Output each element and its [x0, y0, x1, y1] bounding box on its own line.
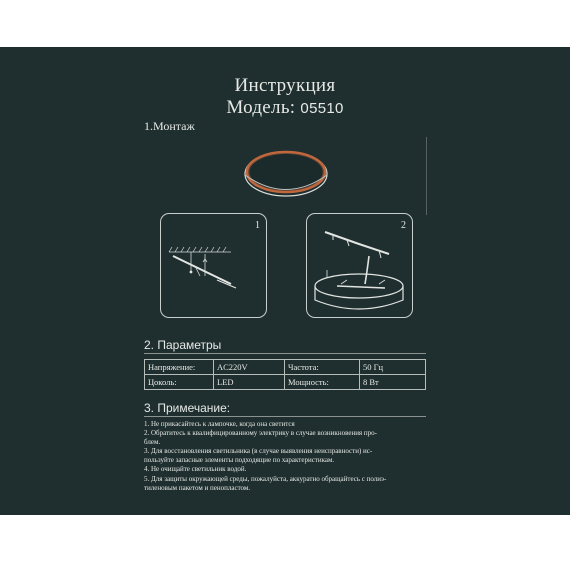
note-line: 2. Обратитесь к квалифицированному электрику в случае возникновения про-: [144, 429, 377, 438]
step-2-diagram: [307, 214, 412, 317]
lamp-face: [249, 154, 323, 191]
step-1-number: 1: [255, 220, 260, 231]
params-cell: 8 Вт: [360, 375, 426, 390]
section-install-heading: 1.Монтаж: [144, 119, 195, 133]
lamp-illustration: [241, 146, 331, 206]
notes-list: [144, 420, 434, 493]
params-table: [144, 359, 426, 390]
instruction-sheet: [0, 47, 570, 515]
note-line: блем.: [144, 438, 161, 447]
section-notes-heading: 3. Примечание:: [144, 401, 231, 415]
note-line: 3. Для восстановления светильника (в случае выявления неисправности) ис-: [144, 447, 373, 456]
params-cell: Напряжение:: [145, 360, 214, 375]
notes-underline: [144, 416, 426, 417]
params-cell: 50 Гц: [360, 360, 426, 375]
document-title: Инструкция: [234, 75, 336, 96]
params-cell: LED: [214, 375, 285, 390]
install-step-1-panel: [160, 213, 267, 318]
params-cell: Мощность:: [285, 375, 360, 390]
note-line: 4. Не очищайте светильник водой.: [144, 465, 247, 474]
params-row: [145, 375, 426, 390]
params-underline: [144, 353, 426, 354]
params-cell: AC220V: [214, 360, 285, 375]
step-1-diagram: [161, 214, 266, 317]
model-line: [0, 97, 570, 119]
note-line: 1. Не прикасайтесь к лампочке, когда она светится: [144, 420, 295, 428]
note-line: тиленовым пакетом и пенопластом.: [144, 483, 251, 492]
step-2-number: 2: [401, 220, 406, 231]
params-cell: Цоколь:: [145, 375, 214, 390]
note-line: пользуйте запасные элементы подходящие по характеристикам.: [144, 456, 335, 465]
model-number: 05510: [300, 100, 344, 117]
params-cell: Частота:: [285, 360, 360, 375]
note-line: 5. Для защиты окружающей среды, пожалуйста, аккуратно обращайтесь с полиэ-: [144, 474, 387, 483]
section-params-heading: 2. Параметры: [144, 338, 222, 352]
params-row: [145, 360, 426, 375]
install-step-2-panel: [306, 213, 413, 318]
model-label: Модель:: [226, 97, 296, 118]
divider-line: [426, 137, 427, 215]
